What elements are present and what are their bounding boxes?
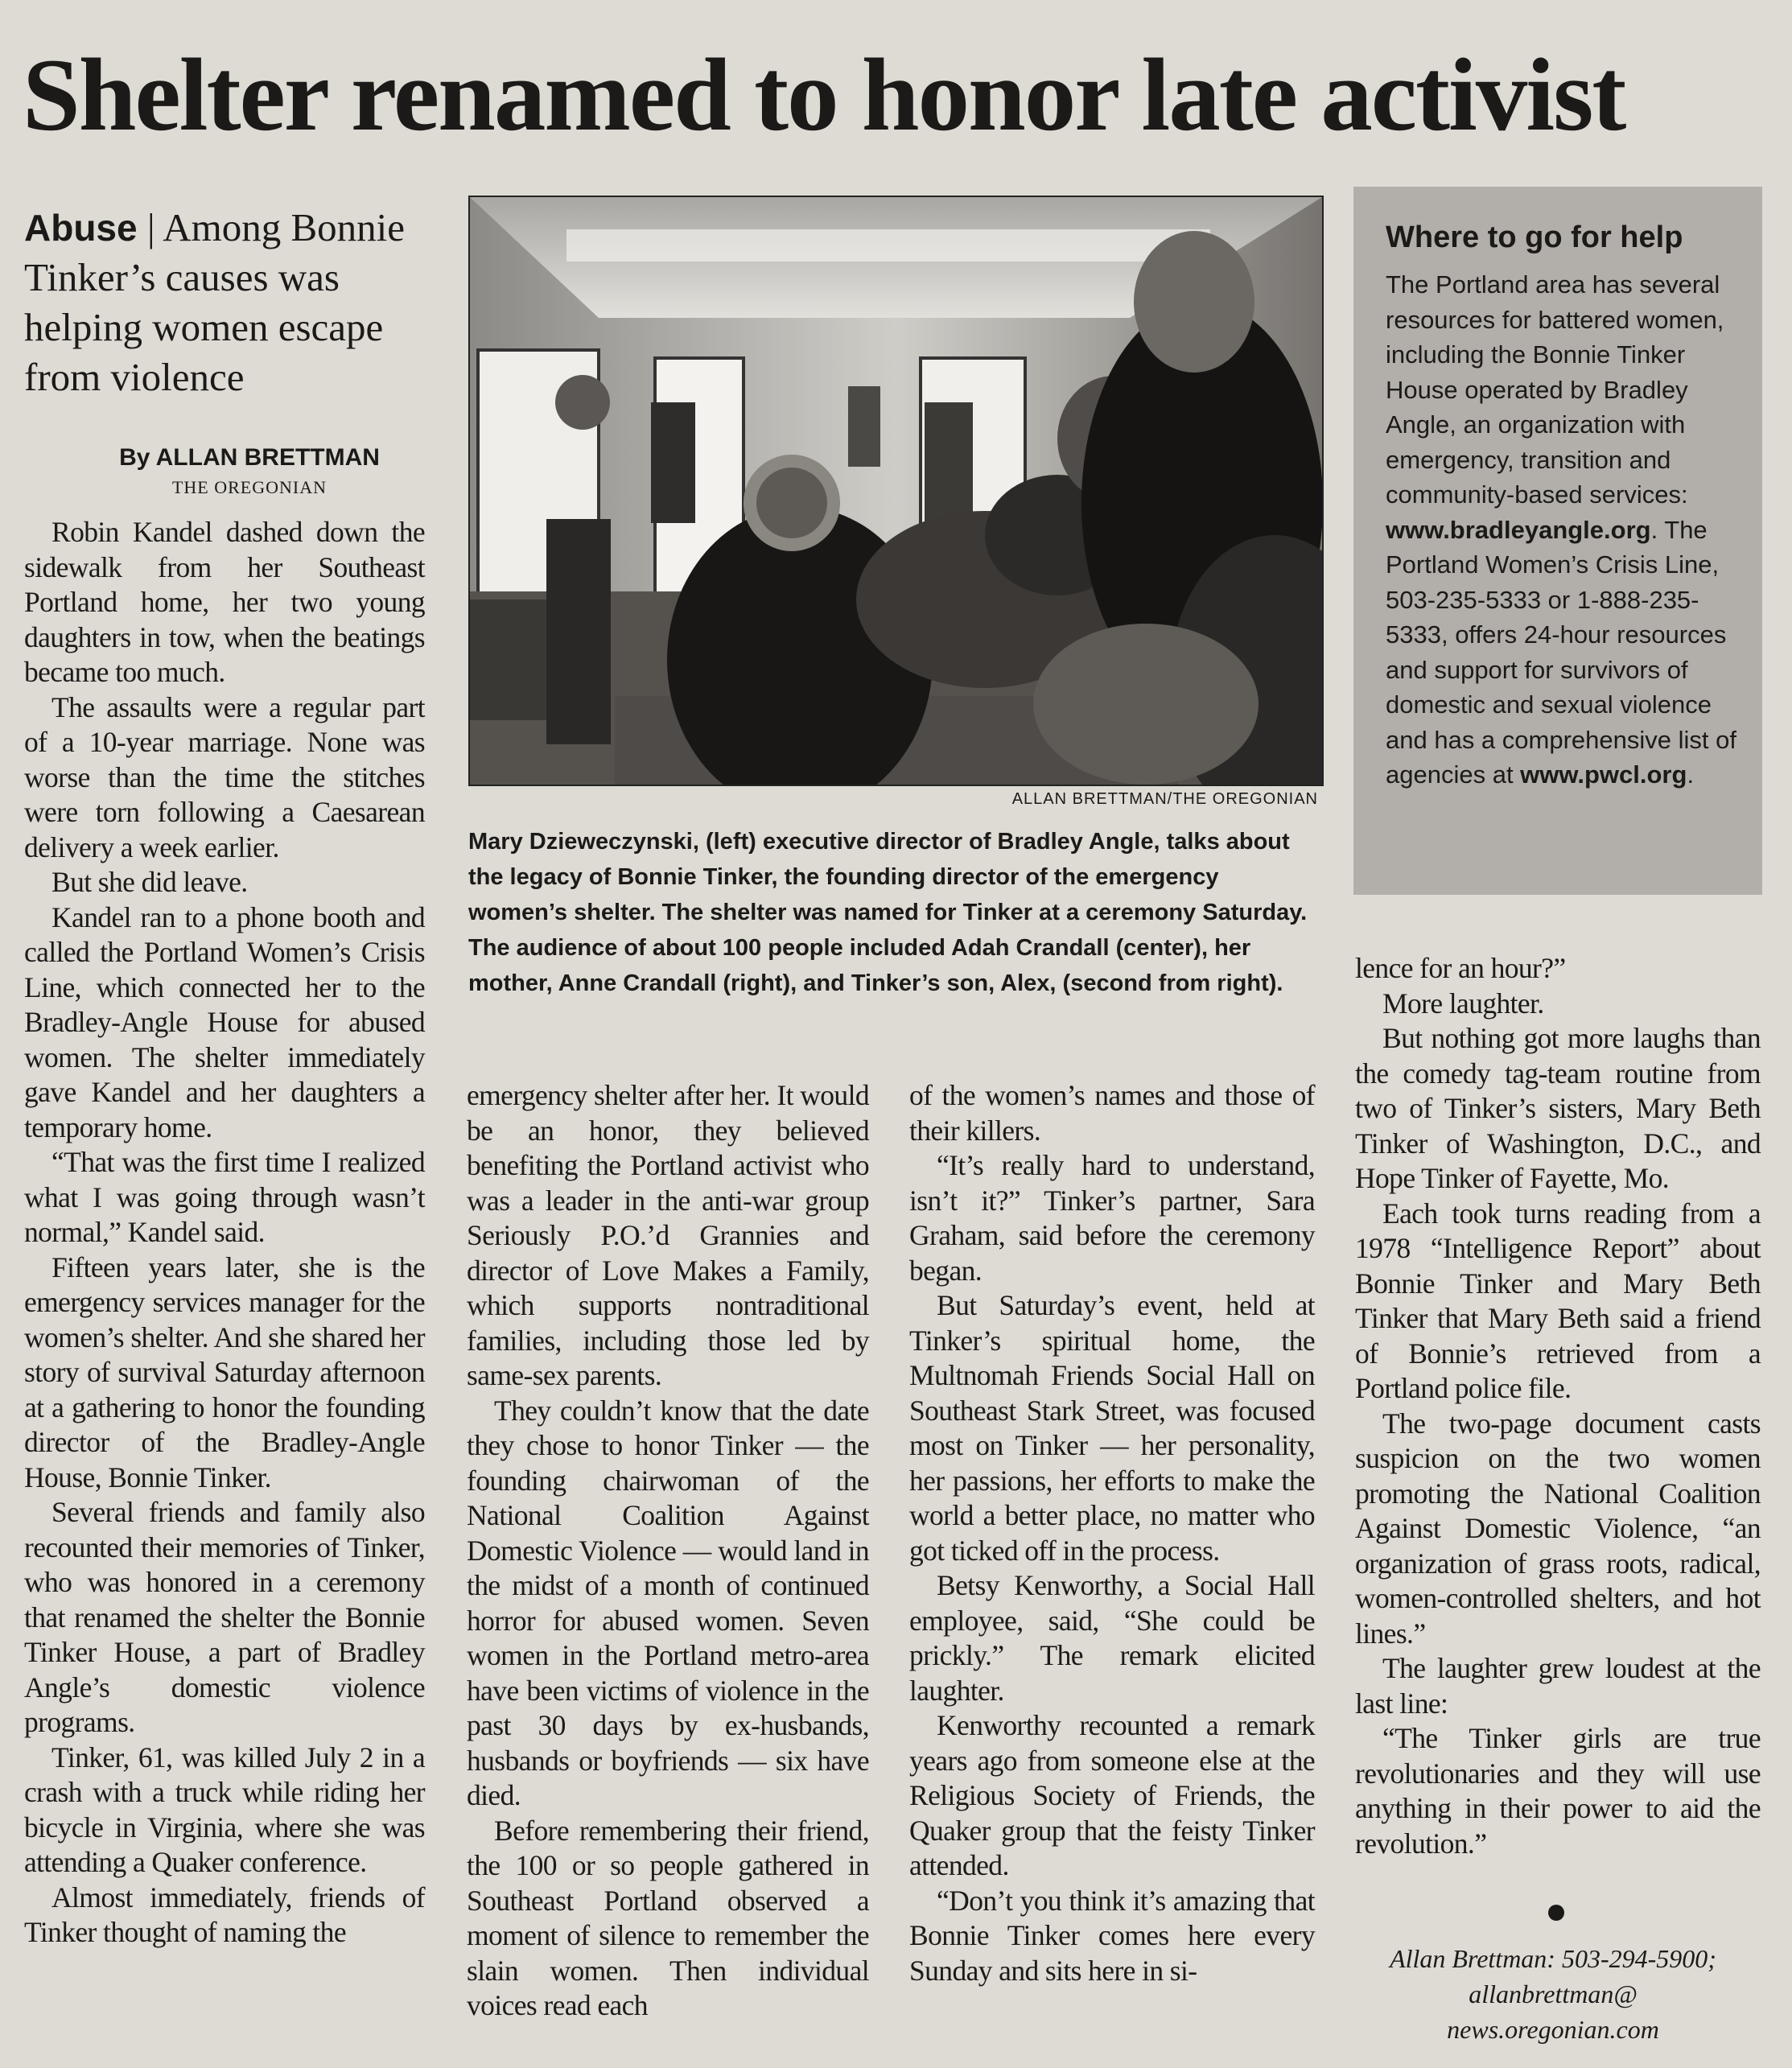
- author-email-domain: news.oregonian.com: [1447, 2015, 1659, 2044]
- bradley-angle-link[interactable]: www.bradleyangle.org: [1386, 515, 1651, 544]
- paragraph: More laughter.: [1382, 987, 1544, 1020]
- paragraph: Robin Kandel dashed down the sidewalk from her Southeast Portland home, her two young daughters in tow, when the beatings became too much.: [24, 516, 425, 688]
- paragraph: lence for an hour?”: [1355, 952, 1566, 984]
- article-column-3: [909, 1078, 1315, 1988]
- headline: Shelter renamed to honor late activist: [23, 37, 1625, 152]
- byline: By ALLAN BRETTMAN: [119, 444, 380, 471]
- paragraph: The two-page document casts suspicion on the two women promoting the National Coalition Against Domestic Violence, “an organization of grass roots, radical, women-controlled shelters, and hot lines.”: [1355, 1407, 1761, 1650]
- sidebar-title: Where to go for help: [1386, 220, 1683, 254]
- deck-separator: |: [137, 205, 163, 249]
- paragraph: “The Tinker girls are true revolutionaries and they will use anything in their power to aid the revolution.”: [1355, 1722, 1761, 1860]
- article-column-2: [467, 1078, 869, 2024]
- article-column-1: [24, 515, 425, 1951]
- paragraph: Almost immediately, friends of Tinker thought of naming the: [24, 1881, 425, 1948]
- paragraph: They couldn’t know that the date they chose to honor Tinker — the founding chairwoman of the National Coalition Against Domestic Violence — would land in the midst of a month of continued horror for abused women. Seven women in the Portland metro-area have been victims of violence in the past 30 days by ex-husbands, husbands or boyfriends — six have died.: [467, 1394, 869, 1811]
- sidebar-text-2: . The Portland Women’s Crisis Line, 503-235-5333 or 1-888-235-5333, offers 24-hour resources and support for survivors of domestic and sexual violence and has a comprehensive list of agencies at: [1386, 515, 1736, 789]
- sidebar-text-3: .: [1687, 760, 1695, 789]
- paragraph: But Saturday’s event, held at Tinker’s spiritual home, the Multnomah Friends Social Hall on Southeast Stark Street, was focused most on Tinker — her personality, her passions, her efforts to make the world a better place, no matter who got ticked off in the process.: [909, 1289, 1315, 1567]
- author-email-user: allanbrettman@: [1469, 1979, 1638, 2008]
- deck-text: Among Bonnie Tinker’s causes was helping women escape from violence: [24, 205, 405, 399]
- paragraph: Kandel ran to a phone booth and called the Portland Women’s Crisis Line, which connected her to the Bradley-Angle House for abused women. The shelter immediately gave Kandel and her daughters a temporary home.: [24, 900, 425, 1143]
- photo-caption: Mary Dzieweczynski, (left) executive director of Bradley Angle, talks about the legacy of Bonnie Tinker, the founding director of the emergency women’s shelter. The shelter was named for Tinker at a ceremony Saturday. The audience of about 100 people included Adah Crandall (center), her mother, Anne Crandall (right), and Tinker’s son, Alex, (second from right).: [468, 829, 1308, 996]
- paragraph: But nothing got more laughs than the comedy tag-team routine from two of Tinker’s sisters, Mary Beth Tinker of Washington, D.C., and Hope Tinker of Fayette, Mo.: [1355, 1022, 1761, 1194]
- end-bullet: [1548, 1905, 1564, 1921]
- paragraph: of the women’s names and those of their killers.: [909, 1079, 1315, 1147]
- byline-affiliation: THE OREGONIAN: [171, 477, 328, 497]
- article-column-4: [1355, 951, 1761, 1861]
- paragraph: Betsy Kenworthy, a Social Hall employee, said, “She could be prickly.” The remark elicited laughter.: [909, 1569, 1315, 1707]
- paragraph: The assaults were a regular part of a 10-year marriage. None was worse than the time the stitches were torn following a Caesarean delivery a week earlier.: [24, 690, 425, 863]
- author-contact: [1368, 1941, 1738, 2047]
- help-sidebar: [1353, 187, 1762, 895]
- paragraph: Several friends and family also recounted their memories of Tinker, who was honored in a ceremony that renamed the shelter the Bonnie Tinker House, a part of Bradley Angle’s domestic violence programs.: [24, 1496, 425, 1738]
- paragraph: But she did leave.: [51, 866, 248, 898]
- paragraph: Each took turns reading from a 1978 “Intelligence Report” about Bonnie Tinker and Mary Beth Tinker that Mary Beth said a friend of Bonnie’s retrieved from a Portland police file.: [1355, 1197, 1761, 1404]
- paragraph: “That was the first time I realized what I was going through wasn’t normal,” Kandel said.: [24, 1146, 425, 1248]
- deck-kicker: Abuse: [24, 207, 138, 249]
- deck: [24, 203, 443, 402]
- pwcl-link[interactable]: www.pwcl.org: [1520, 760, 1687, 789]
- paragraph: emergency shelter after her. It would be an honor, they believed benefiting the Portland activist who was a leader in the anti-war group Seriously P.O.’d Grannies and director of Love Makes a Family, which supports nontraditional families, including those led by same-sex parents.: [467, 1079, 869, 1391]
- paragraph: Fifteen years later, she is the emergency services manager for the women’s shelter. And she shared her story of survival Saturday afternoon at a gathering to honor the founding director of the Bradley-Angle House, Bonnie Tinker.: [24, 1250, 425, 1493]
- paragraph: Kenworthy recounted a remark years ago from someone else at the Religious Society of Friends, the Quaker group that the feisty Tinker attended.: [909, 1709, 1315, 1881]
- paragraph: “It’s really hard to understand, isn’t it?” Tinker’s partner, Sara Graham, said before the ceremony began.: [909, 1149, 1315, 1287]
- paragraph: Before remembering their friend, the 100 or so people gathered in Southeast Portland observed a moment of silence to remember the slain women. Then individual voices read each: [467, 1814, 869, 2021]
- ceremony-photo: [468, 196, 1324, 786]
- paragraph: The laughter grew loudest at the last line:: [1355, 1652, 1761, 1720]
- paragraph: Tinker, 61, was killed July 2 in a crash with a truck while riding her bicycle in Virginia, where she was attending a Quaker conference.: [24, 1740, 425, 1878]
- photo-credit: ALLAN BRETTMAN/THE OREGONIAN: [1011, 790, 1318, 808]
- author-phone: Allan Brettman: 503-294-5900;: [1390, 1944, 1716, 1973]
- paragraph: “Don’t you think it’s amazing that Bonnie Tinker comes here every Sunday and sits here in si-: [909, 1884, 1315, 1987]
- sidebar-text-1: The Portland area has several resources for battered women, including the Bonnie Tinker House operated by Bradley Angle, an organization with emergency, transition and community-based services:: [1386, 270, 1724, 509]
- sidebar-text: [1386, 267, 1738, 793]
- ceremony-photo-illustration: [470, 197, 1322, 785]
